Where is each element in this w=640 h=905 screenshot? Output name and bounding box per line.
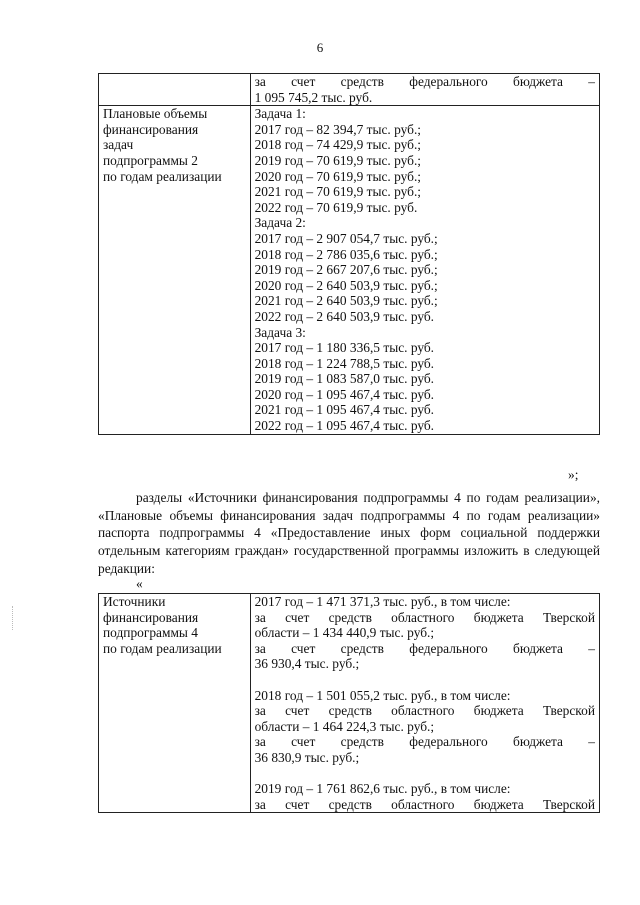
regional-budget-amount: области – 1 464 224,3 тыс. руб.; [254, 718, 435, 734]
task-year-line: 2022 год – 70 619,9 тыс. руб. [254, 199, 418, 215]
block-spacer [255, 766, 595, 782]
task-year-line: 2021 год – 70 619,9 тыс. руб.; [254, 184, 422, 200]
label-line: по годам реализации [103, 168, 222, 184]
task-year-line: 2021 год – 1 095 467,4 тыс. руб. [254, 402, 435, 418]
funding-sources-table-subprogram-4 [98, 593, 600, 813]
block-spacer [255, 672, 595, 688]
task-year-line: 2018 год – 2 786 035,6 тыс. руб.; [254, 246, 438, 262]
task-year-line: 2021 год – 2 640 503,9 тыс. руб.; [254, 293, 438, 309]
label-line: задач [103, 137, 134, 153]
table-cell-label [99, 106, 251, 434]
opening-quote: « [136, 576, 143, 591]
year-total-line: 2019 год – 1 761 862,6 тыс. руб., в том числе: [254, 781, 511, 797]
federal-budget-line: за счет средств федерального бюджета – [254, 74, 595, 89]
label-line: подпрограммы 2 [103, 152, 198, 168]
regional-budget-line: за счет средств областного бюджета Тверской [254, 703, 595, 719]
table-row [99, 594, 600, 813]
closing-quote: »; [568, 467, 579, 482]
task-title: Задача 3: [254, 324, 306, 340]
margin-mark [12, 606, 14, 630]
year-total-line: 2018 год – 1 501 055,2 тыс. руб., в том числе: [254, 687, 511, 703]
table-cell-empty [99, 74, 251, 106]
federal-budget-amount: 1 095 745,2 тыс. руб. [254, 89, 373, 105]
task-year-line: 2020 год – 1 095 467,4 тыс. руб. [254, 386, 435, 402]
task-year-line: 2017 год – 1 180 336,5 тыс. руб. [254, 340, 435, 356]
task-year-line: 2019 год – 1 083 587,0 тыс. руб. [254, 371, 435, 387]
task-year-line: 2019 год – 2 667 207,6 тыс. руб.; [254, 262, 438, 278]
task-year-line: 2020 год – 70 619,9 тыс. руб.; [254, 168, 422, 184]
federal-budget-line: за счет средств федерального бюджета – [254, 734, 595, 750]
year-total-line: 2017 год – 1 471 371,3 тыс. руб., в том числе: [254, 594, 511, 609]
table-row [99, 106, 600, 434]
label-line: финансирования [103, 121, 199, 137]
table-cell-funding-sources [250, 594, 599, 813]
task-year-line: 2017 год – 2 907 054,7 тыс. руб.; [254, 230, 438, 246]
table-cell-tasks [250, 106, 599, 434]
task-year-line: 2022 год – 2 640 503,9 тыс. руб. [254, 308, 435, 324]
regional-budget-line: за счет средств областного бюджета Тверской [254, 609, 595, 625]
label-line: Плановые объемы [103, 106, 208, 122]
task-year-line: 2017 год – 82 394,7 тыс. руб.; [254, 121, 422, 137]
task-year-line: 2020 год – 2 640 503,9 тыс. руб.; [254, 277, 438, 293]
task-year-line: 2018 год – 1 224 788,5 тыс. руб. [254, 355, 435, 371]
task-year-line: 2022 год – 1 095 467,4 тыс. руб. [254, 418, 435, 434]
table-row [99, 74, 600, 106]
label-line: подпрограммы 4 [103, 625, 198, 641]
task-year-line: 2019 год – 70 619,9 тыс. руб.; [254, 152, 422, 168]
funding-table-subprogram-2 [98, 73, 600, 435]
task-year-line: 2018 год – 74 429,9 тыс. руб.; [254, 137, 422, 153]
table-cell-label [99, 594, 251, 813]
regional-budget-amount: области – 1 434 440,9 тыс. руб.; [254, 625, 435, 641]
federal-budget-line: за счет средств федерального бюджета – [254, 640, 595, 656]
amendment-paragraph: разделы «Источники финансирования подпрограммы 4 по годам реализации», «Плановые объемы финансирования задач подпрограммы 4 по годам реализации» паспорта подпрограммы 4 «Предоставление иных форм социальной поддержки отдельным категориям граждан» государственной программы изложить в следующей редакции: [98, 490, 600, 576]
label-line: по годам реализации [103, 640, 222, 656]
task-title: Задача 1: [254, 106, 306, 122]
table-cell-federal-continuation [250, 74, 599, 106]
task-title: Задача 2: [254, 215, 306, 231]
page-number: 6 [316, 40, 324, 55]
regional-budget-line: за счет средств областного бюджета Тверской [254, 796, 595, 812]
label-line: финансирования [103, 609, 199, 625]
federal-budget-amount: 36 830,9 тыс. руб.; [254, 749, 360, 765]
label-line: Источники [103, 594, 166, 609]
federal-budget-amount: 36 930,4 тыс. руб.; [254, 656, 360, 672]
